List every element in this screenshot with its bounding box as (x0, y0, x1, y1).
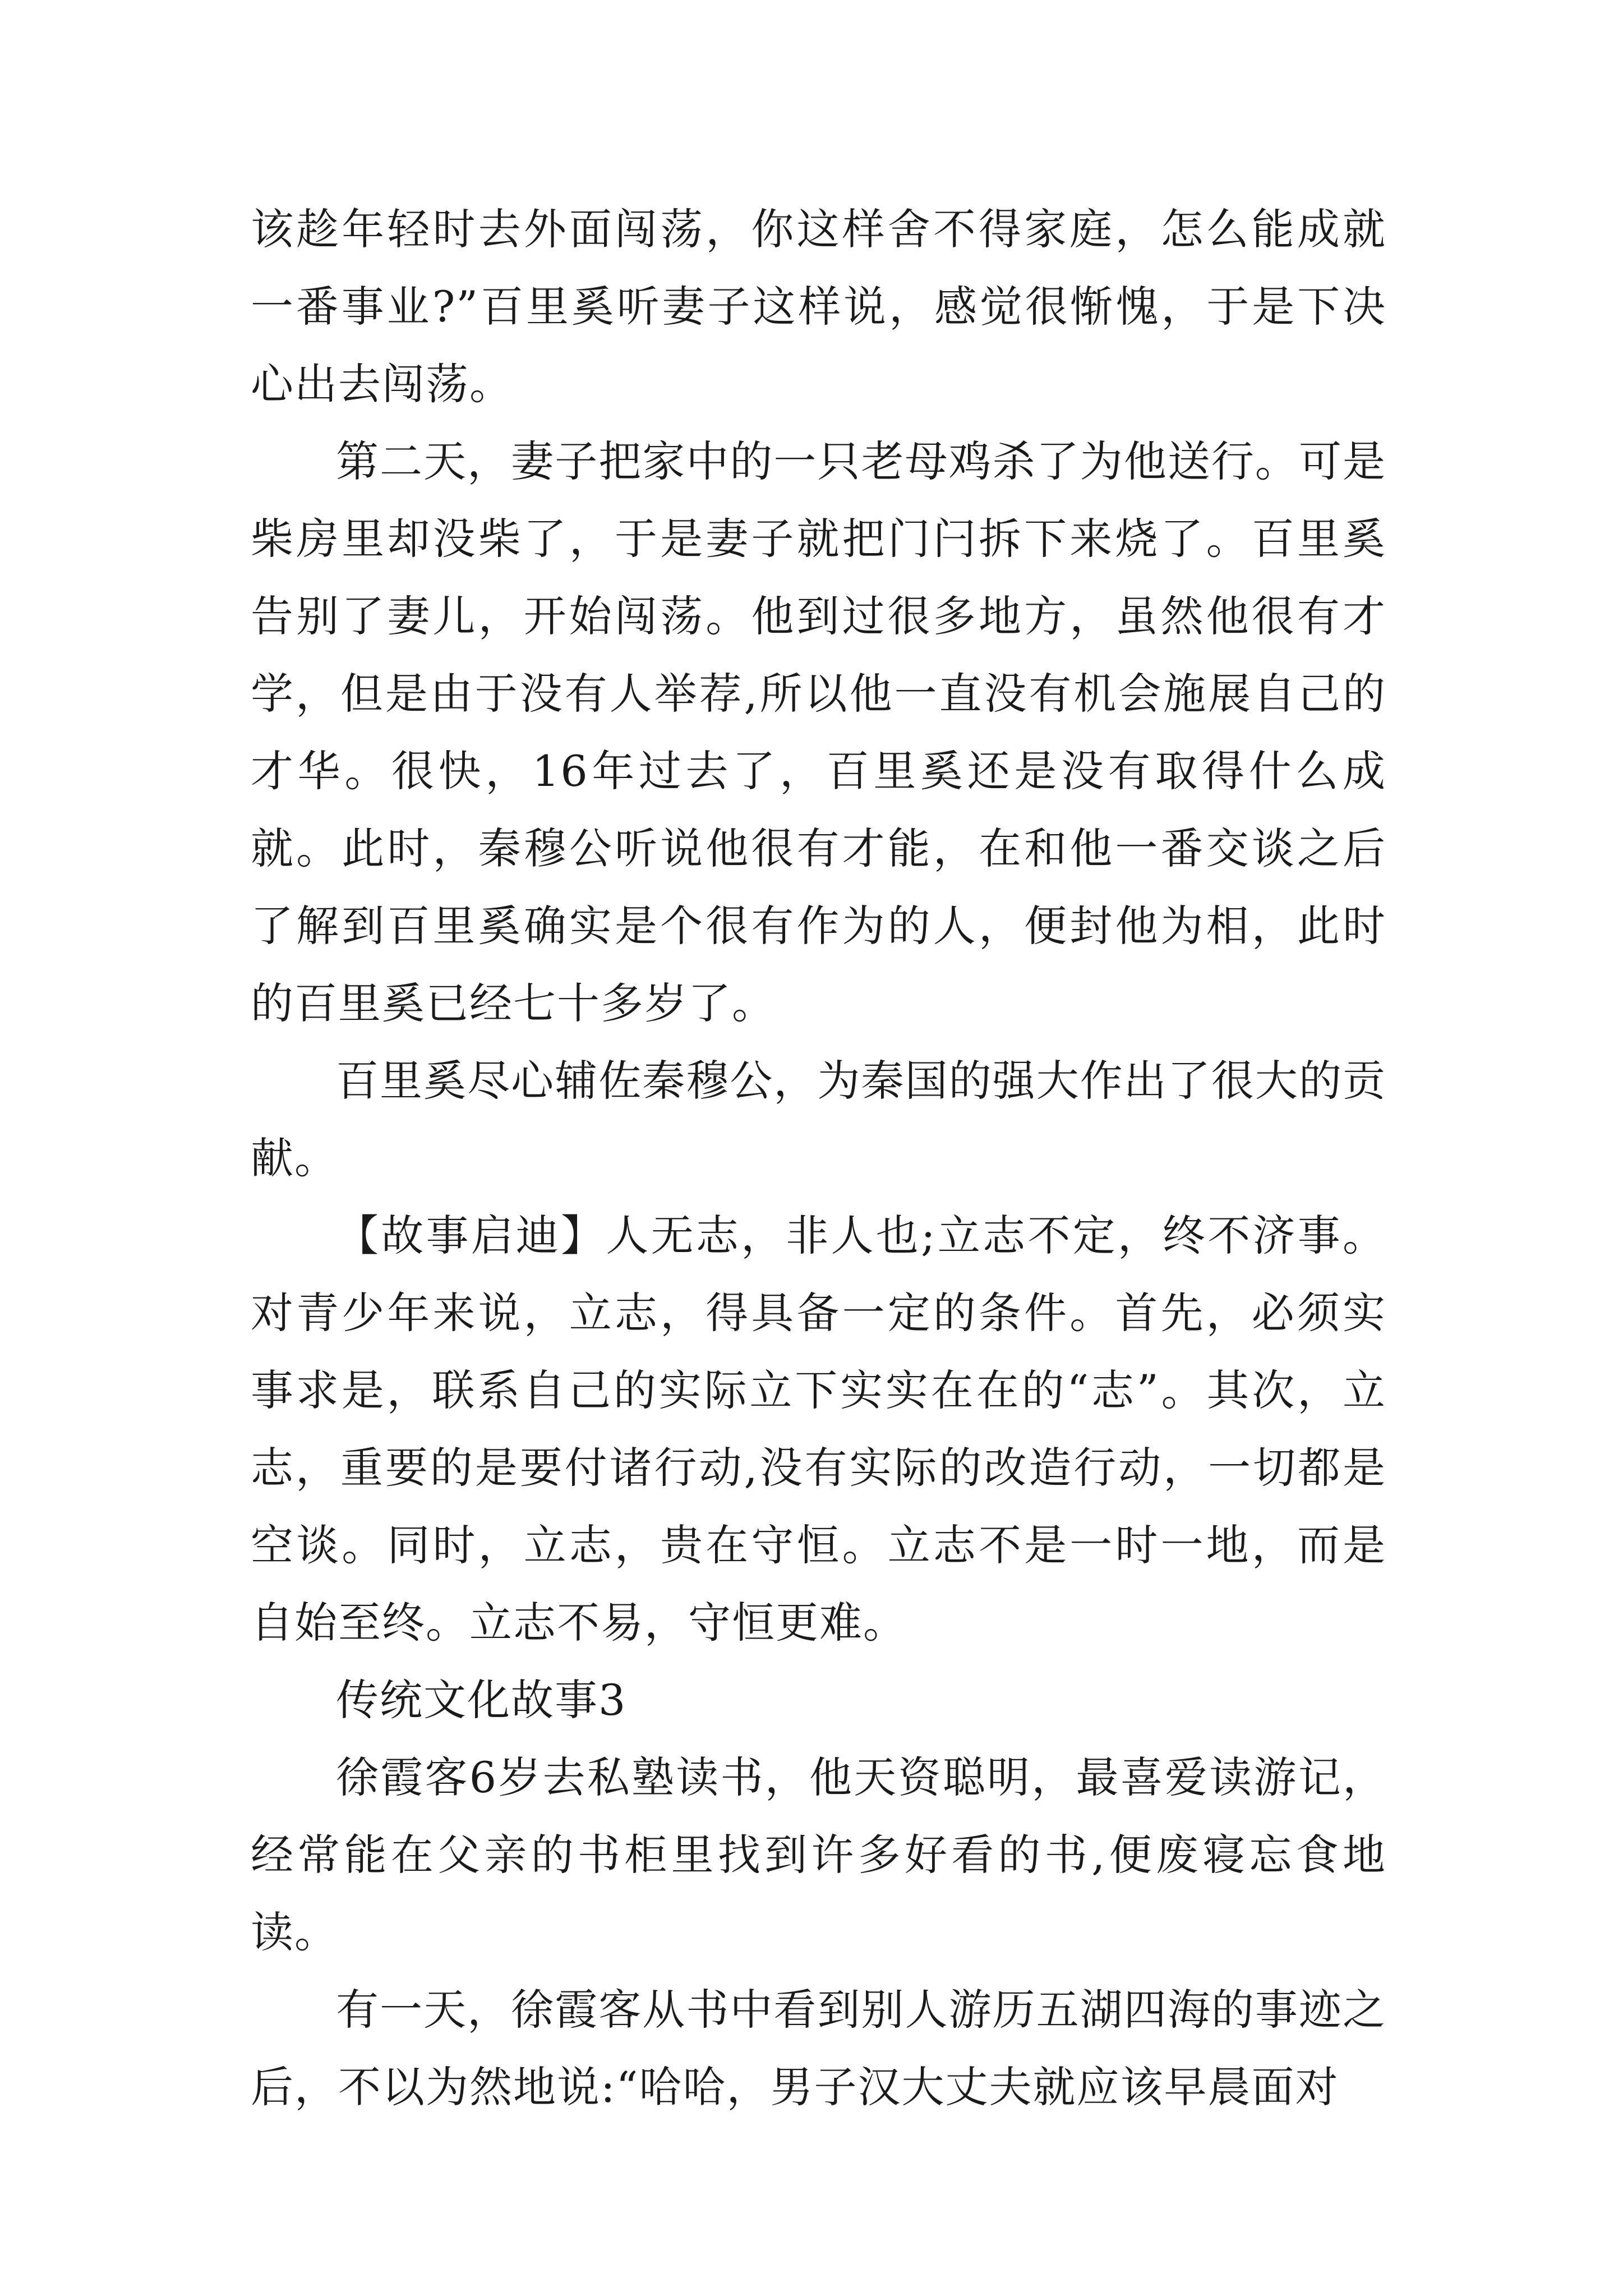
paragraph-3: 百里奚尽心辅佐秦穆公，为秦国的强大作出了很大的贡献。 (251, 1056, 1386, 1183)
document-body (251, 191, 1386, 2126)
paragraph-4: 【故事启迪】人无志，非人也;立志不定，终不济事。对青少年来说，立志，得具备一定的条件。首先，必须实事求是，联系自己的实际立下实实在在的“志”。其次，立志，重要的是要付诸行动,没有实际的改造行动，一切都是空谈。同时，立志，贵在守恒。立志不是一时一地，而是自始至终。立志不易，守恒更难。 (251, 1211, 1386, 1648)
paragraph-5: 徐霞客6岁去私塾读书，他天资聪明，最喜爱读游记，经常能在父亲的书柜里找到许多好看的书,便废寝忘食地读。 (251, 1752, 1386, 1957)
paragraph-1: 该趁年轻时去外面闯荡，你这样舍不得家庭，怎么能成就一番事业?”百里奚听妻子这样说，感觉很惭愧，于是下决心出去闯荡。 (251, 204, 1386, 409)
paragraph-6: 有一天，徐霞客从书中看到别人游历五湖四海的事迹之后，不以为然地说:“哈哈，男子汉大丈夫就应该早晨面对 (251, 1985, 1386, 2112)
paragraph-2: 第二天，妻子把家中的一只老母鸡杀了为他送行。可是柴房里却没柴了，于是妻子就把门闩拆下来烧了。百里奚告别了妻儿，开始闯荡。他到过很多地方，虽然他很有才学，但是由于没有人举荐,所以他一直没有机会施展自己的才华。很快，16年过去了，百里奚还是没有取得什么成就。此时，秦穆公听说他很有才能，在和他一番交谈之后了解到百里奚确实是个很有作为的人，便封他为相，此时的百里奚已经七十多岁了。 (251, 436, 1386, 1028)
section-heading: 传统文化故事3 (336, 1675, 627, 1725)
